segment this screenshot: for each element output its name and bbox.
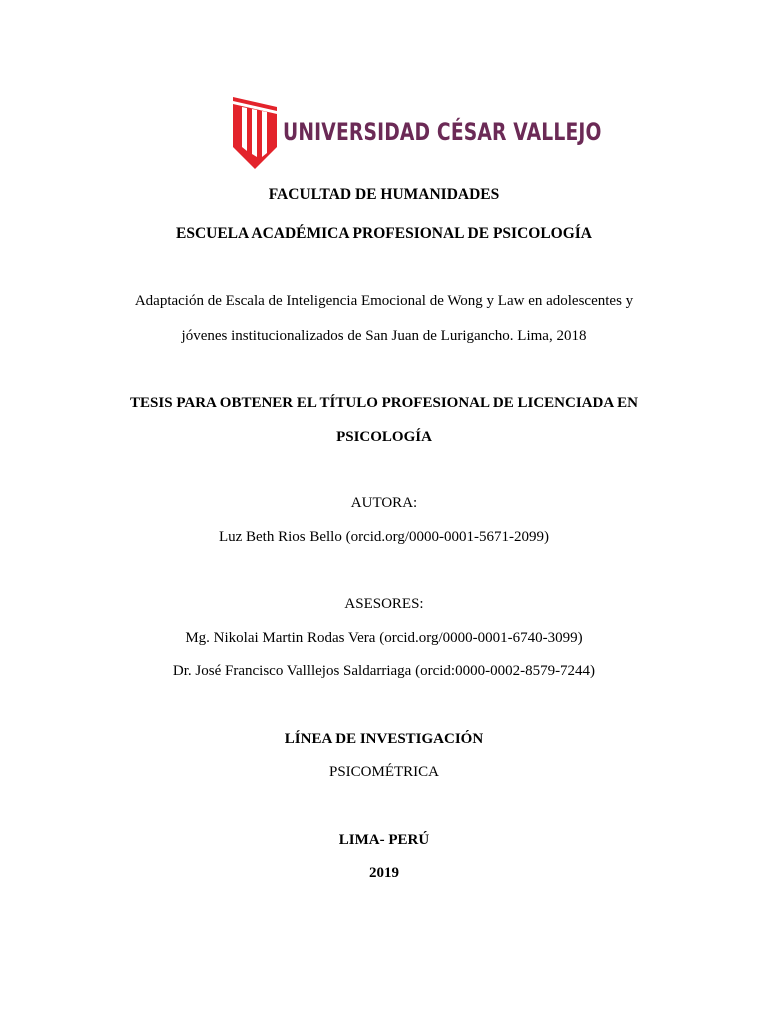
- school-heading: ESCUELA ACADÉMICA PROFESIONAL DE PSICOLOGÍA: [176, 225, 592, 242]
- university-name: UNIVERSIDAD CÉSAR VALLEJO: [283, 118, 602, 146]
- advisor-item: Mg. Nikolai Martin Rodas Vera (orcid.org/0000-0001-6740-3099): [185, 630, 583, 646]
- author-name: Luz Beth Rios Bello (orcid.org/0000-0001-5671-2099): [218, 529, 550, 545]
- research-line-value: PSICOMÉTRICA: [328, 764, 440, 780]
- author-label: AUTORA:: [350, 495, 418, 511]
- faculty-heading: FACULTAD DE HUMANIDADES: [268, 186, 500, 203]
- degree-line-1: TESIS PARA OBTENER EL TÍTULO PROFESIONAL DE LICENCIADA EN: [130, 395, 638, 411]
- university-shield-icon: [233, 97, 277, 169]
- degree-line-2: PSICOLOGÍA: [336, 429, 432, 445]
- thesis-title-line-2: jóvenes institucionalizados de San Juan de Lurigancho. Lima, 2018: [181, 328, 587, 344]
- thesis-title-line-1: Adaptación de Escala de Inteligencia Emocional de Wong y Law en adolescentes y: [134, 293, 634, 309]
- year: 2019: [369, 865, 399, 881]
- advisor-item: Dr. José Francisco Valllejos Saldarriaga (orcid:0000-0002-8579-7244): [172, 663, 596, 679]
- advisors-label: ASESORES:: [344, 596, 424, 612]
- place: LIMA- PERÚ: [338, 832, 430, 848]
- research-line-label: LÍNEA DE INVESTIGACIÓN: [284, 731, 484, 747]
- university-logo: [233, 97, 602, 169]
